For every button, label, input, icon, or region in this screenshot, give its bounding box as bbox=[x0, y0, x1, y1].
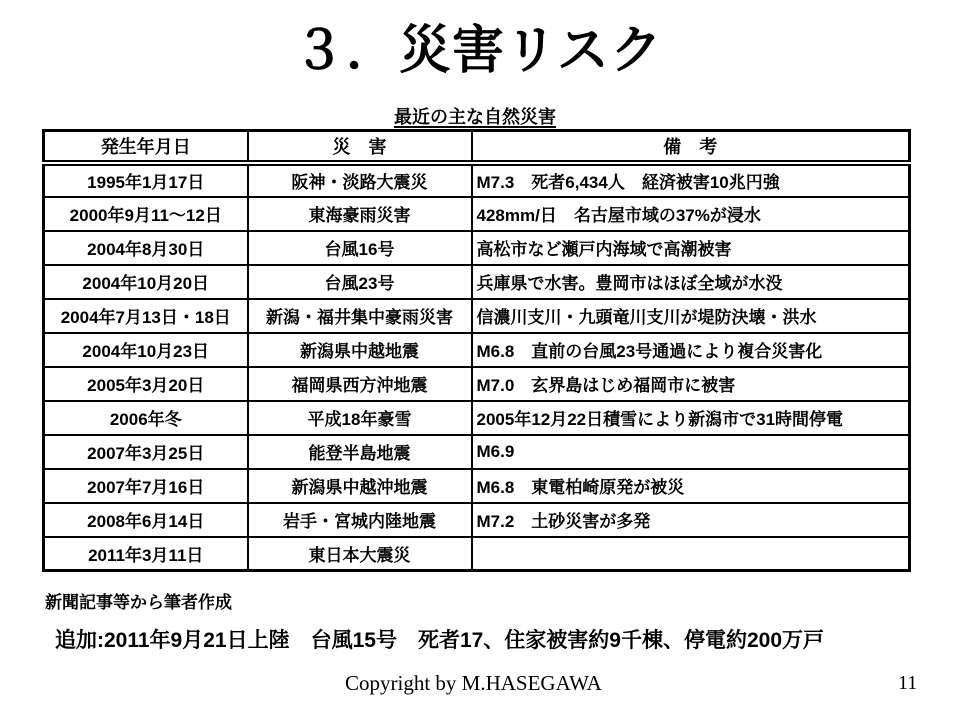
cell-remarks: M7.2 土砂災害が多発 bbox=[472, 503, 910, 537]
cell-remarks: M7.3 死者6,434人 経済被害10兆円強 bbox=[472, 163, 910, 197]
cell-remarks: 428mm/日 名古屋市域の37%が浸水 bbox=[472, 197, 910, 231]
cell-disaster: 新潟・福井集中豪雨災害 bbox=[248, 299, 472, 333]
cell-date: 2011年3月11日 bbox=[44, 537, 248, 571]
cell-date: 2007年7月16日 bbox=[44, 469, 248, 503]
cell-date: 2000年9月11～12日 bbox=[44, 197, 248, 231]
footer-copyright: Copyright by M.HASEGAWA bbox=[345, 671, 602, 695]
table-row bbox=[44, 503, 910, 537]
cell-date: 1995年1月17日 bbox=[44, 163, 248, 197]
cell-disaster: 台風16号 bbox=[248, 231, 472, 265]
cell-date: 2004年7月13日・18日 bbox=[44, 299, 248, 333]
cell-disaster: 平成18年豪雪 bbox=[248, 401, 472, 435]
source-note: 新聞記事等から筆者作成 bbox=[45, 593, 232, 612]
cell-disaster: 福岡県西方沖地震 bbox=[248, 367, 472, 401]
cell-date: 2006年冬 bbox=[44, 401, 248, 435]
disaster-table bbox=[42, 129, 911, 572]
table-row bbox=[44, 401, 910, 435]
table-row bbox=[44, 435, 910, 469]
cell-date: 2007年3月25日 bbox=[44, 435, 248, 469]
table-caption bbox=[42, 103, 908, 129]
cell-disaster: 新潟県中越地震 bbox=[248, 333, 472, 367]
table-row bbox=[44, 197, 910, 231]
cell-date: 2004年8月30日 bbox=[44, 231, 248, 265]
header-date: 発生年月日 bbox=[44, 131, 248, 163]
cell-remarks: M6.9 bbox=[472, 435, 910, 469]
cell-disaster: 阪神・淡路大震災 bbox=[248, 163, 472, 197]
table-row bbox=[44, 469, 910, 503]
cell-disaster: 東海豪雨災害 bbox=[248, 197, 472, 231]
table-row bbox=[44, 265, 910, 299]
header-remarks: 備 考 bbox=[472, 131, 910, 163]
cell-disaster: 能登半島地震 bbox=[248, 435, 472, 469]
table-row bbox=[44, 163, 910, 197]
table-row bbox=[44, 537, 910, 571]
table-row bbox=[44, 299, 910, 333]
cell-remarks bbox=[472, 537, 910, 571]
cell-remarks: 兵庫県で水害。豊岡市はほぼ全域が水没 bbox=[472, 265, 910, 299]
cell-date: 2004年10月23日 bbox=[44, 333, 248, 367]
cell-disaster: 岩手・宮城内陸地震 bbox=[248, 503, 472, 537]
cell-date: 2005年3月20日 bbox=[44, 367, 248, 401]
cell-remarks: 2005年12月22日積雪により新潟市で31時間停電 bbox=[472, 401, 910, 435]
footer-page-number: 11 bbox=[898, 672, 918, 694]
cell-disaster: 東日本大震災 bbox=[248, 537, 472, 571]
cell-date: 2004年10月20日 bbox=[44, 265, 248, 299]
cell-remarks: 高松市など瀬戸内海域で高潮被害 bbox=[472, 231, 910, 265]
cell-disaster: 台風23号 bbox=[248, 265, 472, 299]
page-title: ３．災害リスク bbox=[293, 22, 663, 80]
table-row bbox=[44, 333, 910, 367]
table-row bbox=[44, 231, 910, 265]
table-header-row bbox=[44, 131, 910, 163]
cell-remarks: M7.0 玄界島はじめ福岡市に被害 bbox=[472, 367, 910, 401]
addendum-note: 追加:2011年9月21日上陸 台風15号 死者17、住家被害約9千棟、停電約200万戸 bbox=[55, 629, 825, 652]
cell-date: 2008年6月14日 bbox=[44, 503, 248, 537]
table-row bbox=[44, 367, 910, 401]
cell-disaster: 新潟県中越沖地震 bbox=[248, 469, 472, 503]
table-caption-text: 最近の主な自然災害 bbox=[394, 107, 556, 127]
cell-remarks: 信濃川支川・九頭竜川支川が堤防決壊・洪水 bbox=[472, 299, 910, 333]
cell-remarks: M6.8 直前の台風23号通過により複合災害化 bbox=[472, 333, 910, 367]
cell-remarks: M6.8 東電柏崎原発が被災 bbox=[472, 469, 910, 503]
header-disaster: 災 害 bbox=[248, 131, 472, 163]
